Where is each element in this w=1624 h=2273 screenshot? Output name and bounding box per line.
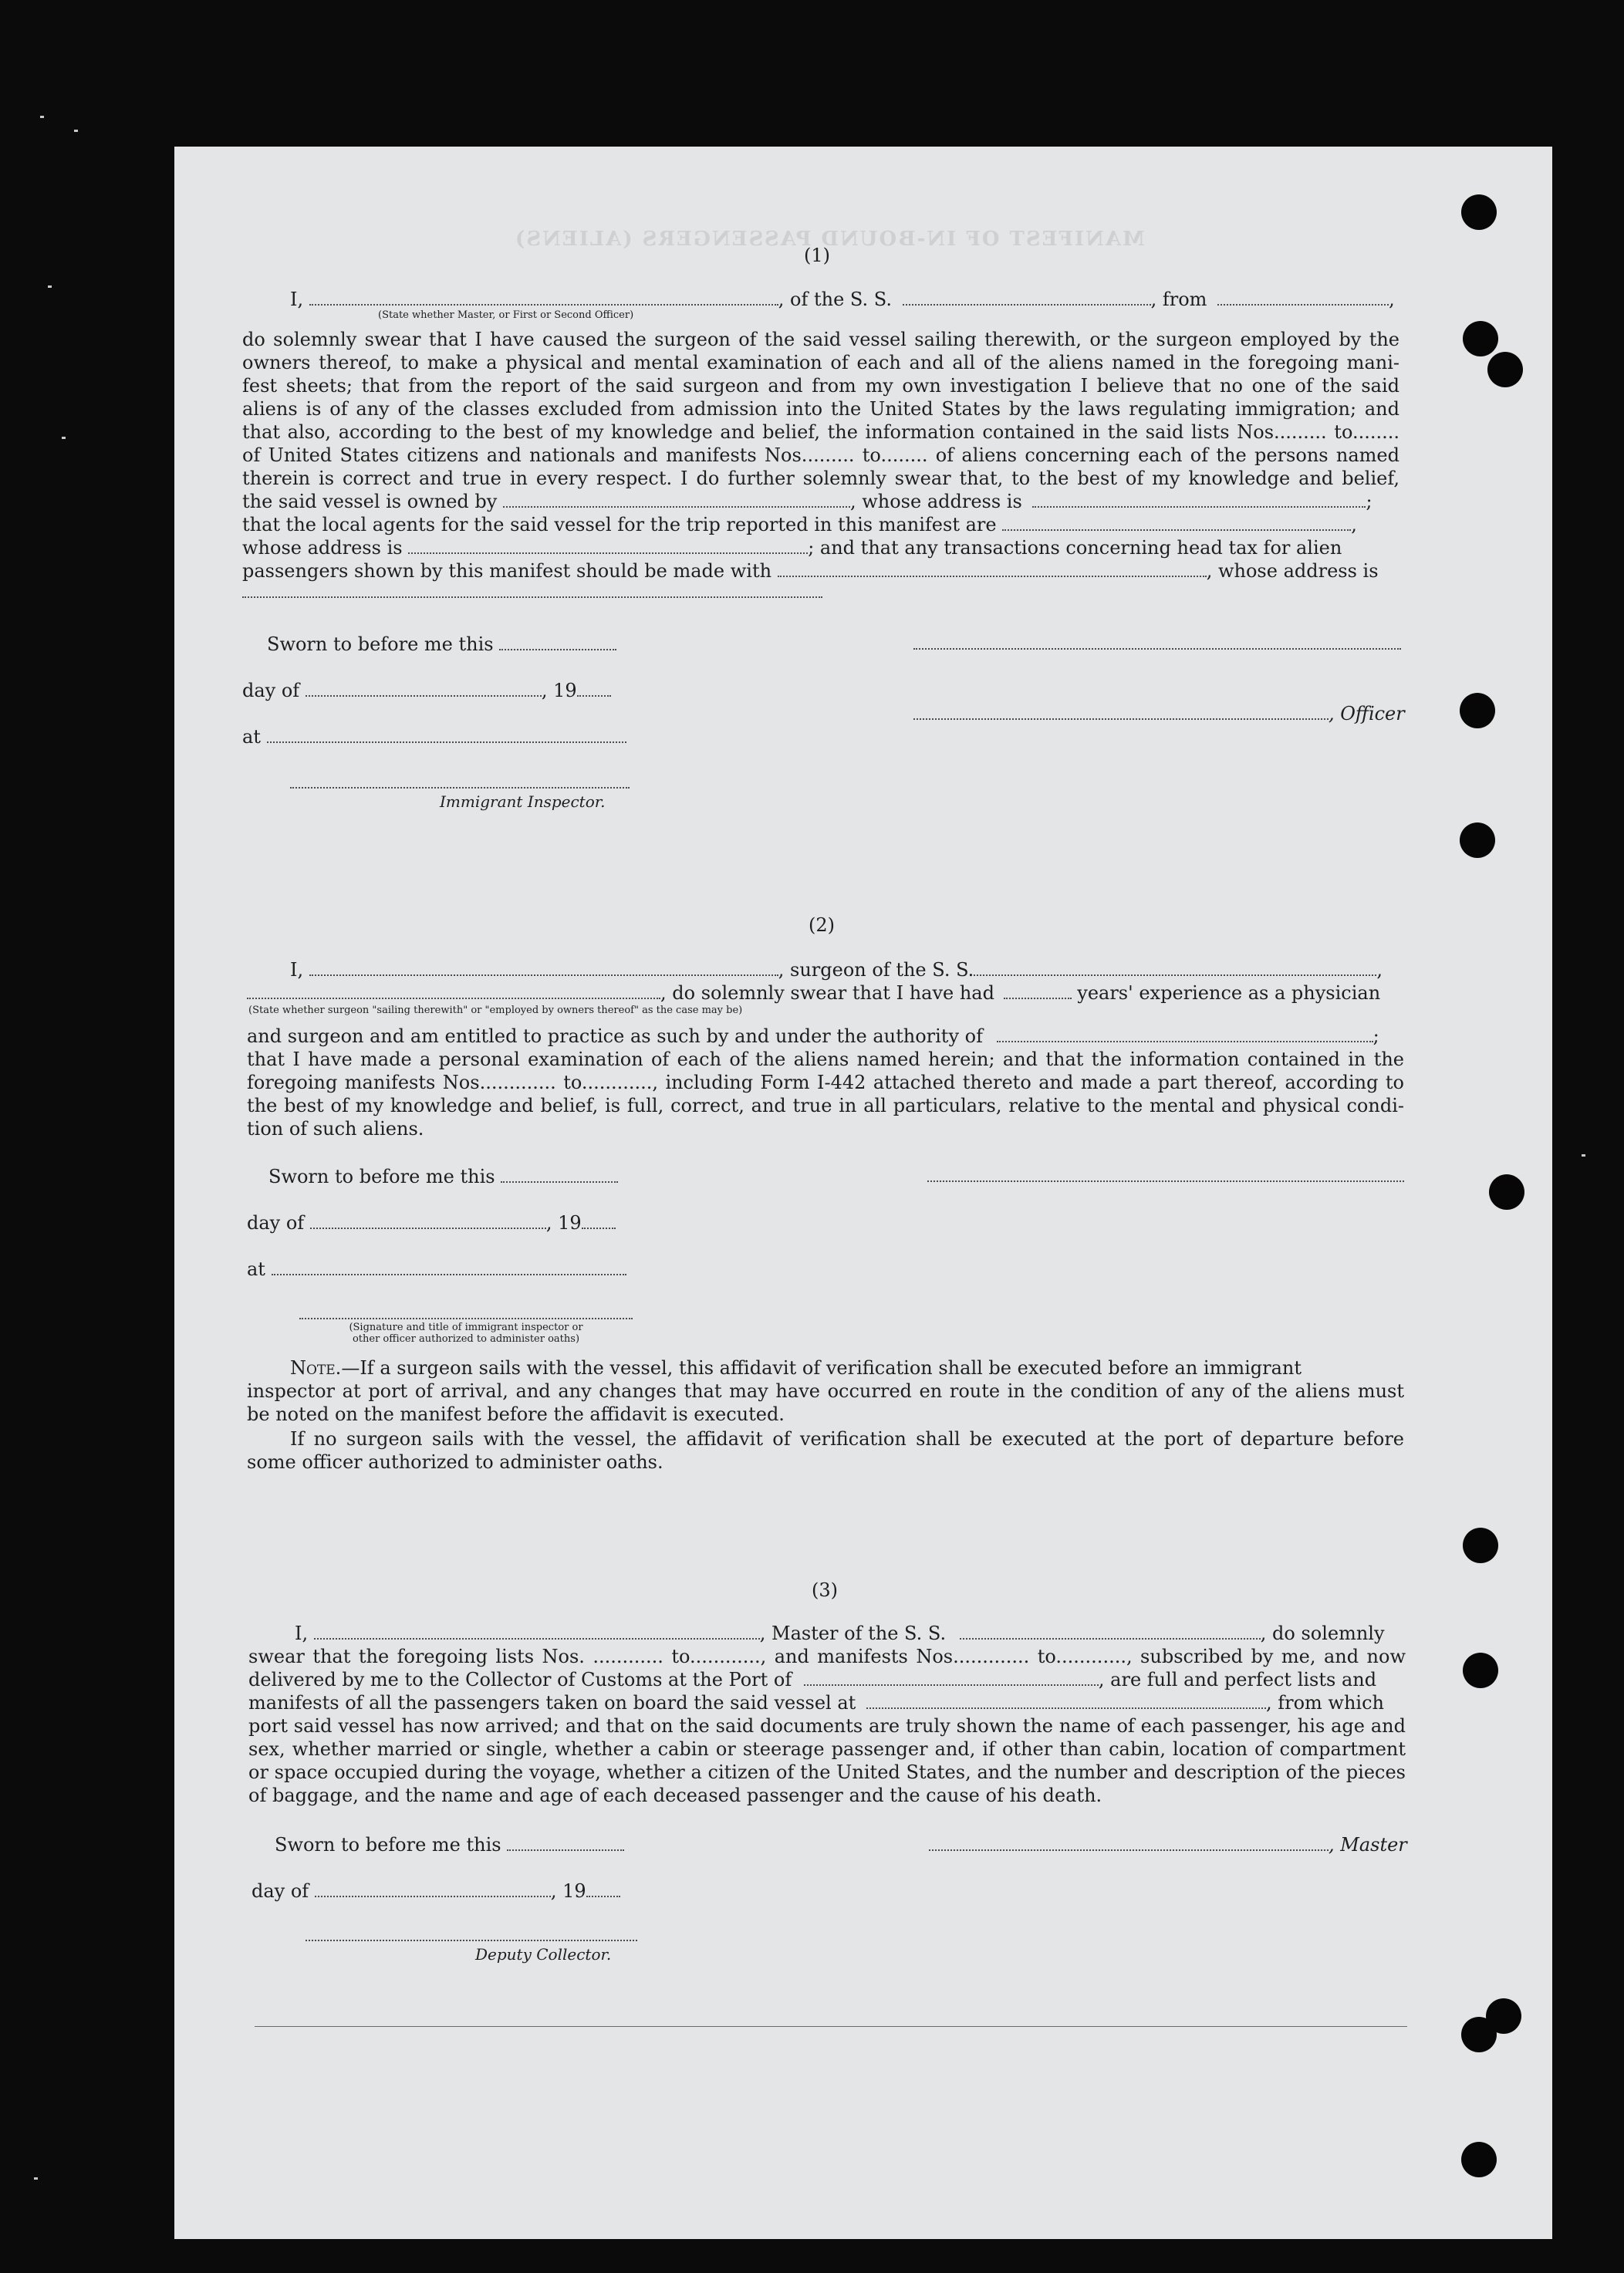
sworn-line-3: Sworn to before me this xyxy=(275,1833,624,1856)
dust-speck xyxy=(48,285,52,288)
punch-hole xyxy=(1463,1653,1498,1688)
section-1-rank-caption: (State whether Master, or First or Second Officer) xyxy=(378,309,634,321)
section-2-oath-line: I, , surgeon of the S. S. , xyxy=(290,959,1383,981)
bottom-rule xyxy=(255,2026,1407,2027)
body-line: sex, whether married or single, whether a cabin or steerage passenger and, if other than cabin, location of compartment xyxy=(248,1738,1406,1760)
punch-hole xyxy=(1463,321,1498,356)
at-line-2: at xyxy=(247,1258,626,1281)
master-signature-line: , Master xyxy=(929,1833,1407,1856)
note-line: If no surgeon sails with the vessel, the affidavit of verification shall be executed at the port of departure before xyxy=(290,1428,1404,1450)
day-of-line-1: day of , 19 xyxy=(242,679,611,702)
body-line: aliens is of any of the classes excluded from admission into the United States by the laws regulating immigration; and xyxy=(242,398,1399,420)
punch-hole xyxy=(1460,822,1495,858)
note-line: some officer authorized to administer oaths. xyxy=(247,1451,663,1473)
note-line: be noted on the manifest before the affidavit is executed. xyxy=(247,1403,785,1425)
punch-hole xyxy=(1461,194,1497,230)
bleed-through-heading: MANIFEST OF IN-BOUND PASSENGERS (ALIENS) xyxy=(514,228,1145,251)
embark-port-line: manifests of all the passengers taken on board the said vessel at , from which xyxy=(248,1692,1384,1714)
punch-hole xyxy=(1487,352,1523,387)
section-3-oath-line: I, , Master of the S. S. , do solemnly xyxy=(295,1623,1385,1644)
body-line: owners thereof, to make a physical and mental examination of each and all of the aliens named in the foregoing mani- xyxy=(242,352,1399,373)
day-of-line-3: day of , 19 xyxy=(252,1880,620,1903)
punch-hole xyxy=(1463,1528,1498,1563)
punch-hole xyxy=(1460,693,1495,728)
body-line: do solemnly swear that I have caused the surgeon of the said vessel sailing therewith, or the surgeon employed by the xyxy=(242,329,1399,350)
at-line-1: at xyxy=(242,725,626,748)
body-line: swear that the foregoing lists Nos. ............ to............, and manifests Nos............. to............, subscribed by me, and now xyxy=(248,1646,1406,1667)
dust-speck xyxy=(74,130,78,132)
agents-line: that the local agents for the said vessel for the trip reported in this manifest are , xyxy=(242,514,1357,535)
surgeon-signature-blank xyxy=(927,1180,1404,1182)
section-3-number: (3) xyxy=(812,1579,838,1601)
body-line: of United States citizens and nationals and manifests Nos......... to........ of aliens concerning each of the persons named xyxy=(242,444,1399,466)
collector-port-line: delivered by me to the Collector of Customs at the Port of , are full and perfect lists and xyxy=(248,1669,1377,1690)
body-line: fest sheets; that from the report of the said surgeon and from my own investigation I believe that no one of the said xyxy=(242,375,1399,397)
body-line: the best of my knowledge and belief, is full, correct, and true in all particulars, relative to the mental and physical condi- xyxy=(247,1095,1404,1116)
inspector-signature-blank xyxy=(290,787,630,789)
dust-speck xyxy=(1582,1154,1585,1157)
body-line: or space occupied during the voyage, whether a citizen of the United States, and the number and description of the pieces xyxy=(248,1761,1406,1783)
sworn-line-2: Sworn to before me this xyxy=(268,1165,618,1188)
dust-speck xyxy=(34,2177,38,2180)
body-line: foregoing manifests Nos............. to............, including Form I-442 attached thereto and made a part thereof, according to xyxy=(247,1072,1404,1093)
section-2-number: (2) xyxy=(809,914,835,936)
day-of-line-2: day of , 19 xyxy=(247,1211,616,1234)
address-blank xyxy=(242,596,822,598)
collector-caption: Deputy Collector. xyxy=(475,1945,612,1964)
section-2-authority-line: and surgeon and am entitled to practice as such by and under the authority of ; xyxy=(247,1025,1379,1047)
oath-officer-caption: (Signature and title of immigrant inspector or other officer authorized to administer oaths) xyxy=(349,1322,583,1345)
owned-by-line: the said vessel is owned by , whose address is ; xyxy=(242,491,1372,512)
officer-line: , Officer xyxy=(913,702,1405,725)
punch-hole xyxy=(1461,2017,1497,2052)
body-line: therein is correct and true in every respect. I do further solemnly swear that, to the best of my knowledge and belief, xyxy=(242,468,1399,489)
body-line: that also, according to the best of my knowledge and belief, the information contained in the said lists Nos......... to........ xyxy=(242,421,1399,443)
section-2-surgeon-caption: (State whether surgeon "sailing therewith" or "employed by owners thereof" as the case may be) xyxy=(248,1005,743,1016)
agents-address-line: whose address is ; and that any transactions concerning head tax for alien xyxy=(242,537,1342,559)
body-line: that I have made a personal examination of each of the aliens named herein; and that the information contained in the xyxy=(247,1049,1404,1070)
inspector-caption: Immigrant Inspector. xyxy=(440,792,606,811)
dust-speck xyxy=(62,437,66,439)
section-1-oath-line: I, , of the S. S. , from , xyxy=(290,289,1395,310)
section-2-experience-line: , do solemnly swear that I have had years' experience as a physician xyxy=(247,981,1380,1005)
body-line: tion of such aliens. xyxy=(247,1118,424,1140)
document-sheet xyxy=(174,147,1552,2239)
punch-hole xyxy=(1461,2142,1497,2177)
note-paragraph: Note.—If a surgeon sails with the vessel, this affidavit of verification shall be executed before an immigrant xyxy=(290,1357,1302,1379)
note-line: inspector at port of arrival, and any changes that may have occurred en route in the condition of any of the aliens must xyxy=(247,1380,1404,1402)
head-tax-line: passengers shown by this manifest should be made with , whose address is xyxy=(242,560,1379,582)
section-1-number: (1) xyxy=(804,245,830,266)
oath-officer-signature-blank xyxy=(299,1318,633,1319)
body-line: of baggage, and the name and age of each deceased passenger and the cause of his death. xyxy=(248,1785,1102,1806)
officer-signature-blank xyxy=(913,648,1401,650)
dust-speck xyxy=(40,116,44,118)
body-line: port said vessel has now arrived; and that on the said documents are truly shown the name of each passenger, his age and xyxy=(248,1715,1406,1737)
punch-hole xyxy=(1489,1174,1524,1210)
sworn-line-1: Sworn to before me this xyxy=(267,633,616,656)
collector-signature-blank xyxy=(306,1940,637,1941)
